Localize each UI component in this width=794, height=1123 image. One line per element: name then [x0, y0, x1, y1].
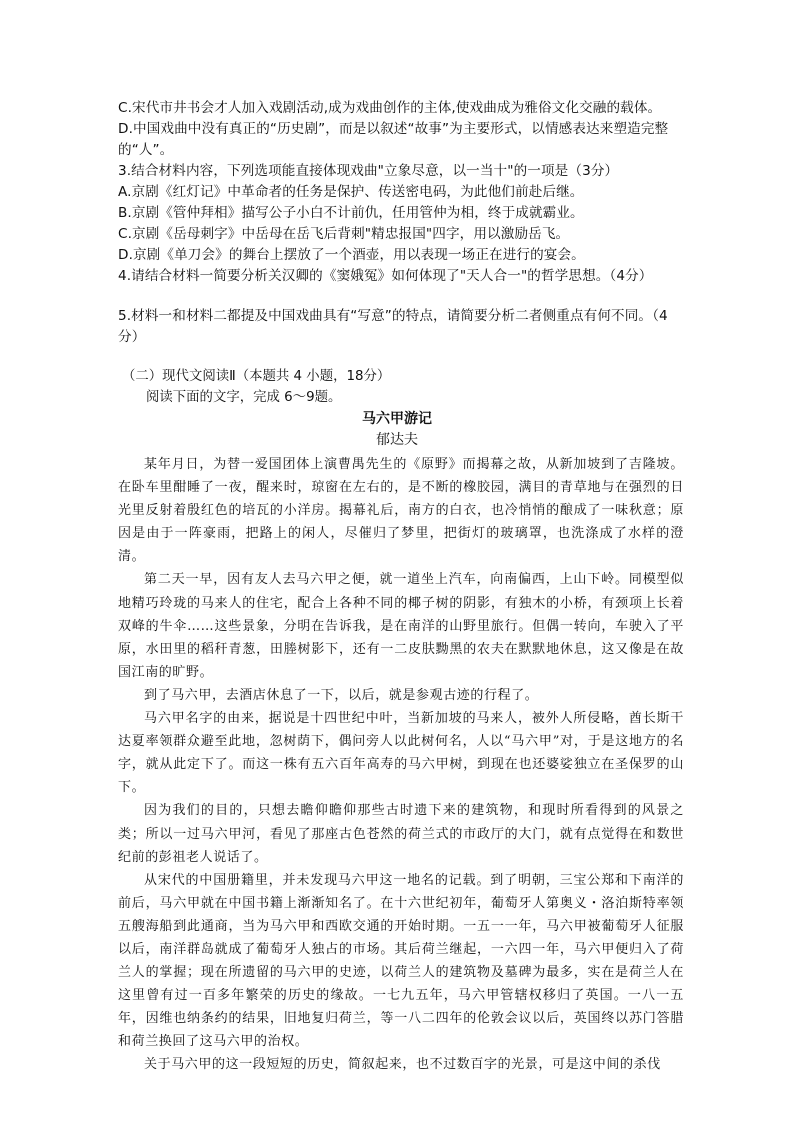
- article-paragraph: 第二天一早，因有友人去马六甲之便，就一道坐上汽车，向南偏西，上山下岭。同模型似地精巧玲珑的马来人的住宅，配合上各种不同的椰子树的阴影，有独木的小桥，有颈项上长着双峰的牛伞……这些景象，分明在告诉我，是在南洋的山野里旅行。但偶一转向，车驶入了平原，水田里的稻秆青葱，田塍树影下，还有一二皮肤黝黑的农夫在默默地休息，这又像是在故国江南的旷野。: [118, 572, 684, 680]
- article-paragraph: 关于马六甲的这一段短短的历史，简叙起来，也不过数百字的光景，可是这中间的杀伐: [144, 1057, 661, 1073]
- q3-option-a: A.京剧《红灯记》中革命者的任务是保护、传送密电码，为此他们前赴后继。: [118, 184, 584, 200]
- article-paragraph: 马六甲名字的由来，据说是十四世纪中叶，当新加坡的马来人，被外人所侵略，酋长斯干达夏率领群众避至此地，忽树荫下，偶问旁人以此树何名，人以“马六甲”对，于是这地方的名字，就从此定下了。而这一株有五六百年高寿的马六甲树，到现在也还婆娑独立在圣保罗的山下。: [118, 711, 684, 796]
- option-c-line: C.宋代市井书会才人加入戏剧活动,成为戏曲创作的主体,使戏曲成为雅俗文化交融的载体。: [118, 100, 662, 116]
- question-5: 5.材料一和材料二都提及中国戏曲具有“写意”的特点，请简要分析二者侧重点有何不同。（4分）: [118, 308, 668, 345]
- article-paragraph: 到了马六甲，去酒店休息了一下，以后，就是参观古迹的行程了。: [144, 687, 539, 703]
- q3-option-c: C.京剧《岳母刺字》中岳母在岳飞后背刺"精忠报国"四字，用以激励岳飞。: [118, 226, 570, 242]
- article-author: 郁达夫: [376, 432, 418, 448]
- q3-option-d: D.京剧《单刀会》的舞台上摆放了一个酒壶，用以表现一场正在进行的宴会。: [118, 247, 585, 263]
- article-paragraph: 因为我们的目的，只想去瞻仰瞻仰那些古时遗下来的建筑物，和现时所看得到的风景之类；所以一过马六甲河，看见了那座古色苍然的荷兰式的市政厅的大门，就有点觉得在和数世纪前的彭祖老人说话了。: [118, 803, 684, 865]
- article-paragraph: 某年月日，为替一爱国团体上演曹禺先生的《原野》而揭幕之故，从新加坡到了吉隆坡。在卧车里酣睡了一夜，醒来时，琼窗在左右的，是不断的橡胶园，满目的青草地与在强烈的日光里反射着殷红色的培瓦的小洋房。揭幕礼后，南方的白衣，也冷悄悄的酿成了一味秋意；原因是由于一阵豪雨，把路上的闲人，尽催归了梦里，把街灯的玻璃罩，也洗涤成了水样的澄清。: [118, 457, 684, 565]
- article-paragraph: 从宋代的中国册籍里，并未发现马六甲这一地名的记载。到了明朝，三宝公郑和下南洋的前后，马六甲就在中国书籍上渐渐知名了。在十六世纪初年，葡萄牙人第奥义・洛泊斯特率领五艘海船到此通商，当为马六甲和西欧交通的开始时期。一五一一年，马六甲被葡萄牙人征服以后，南洋群岛就成了葡萄牙人独占的市场。其后荷兰继起，一六四一年，马六甲便归入了荷兰人的掌握；现在所遗留的马六甲的史迹，以荷兰人的建筑物及墓碑为最多，实在是荷兰人在这里曾有过一百多年繁荣的历史的缘故。一七九五年，马六甲管辖权移归了英国。一八一五年，因维也纳条约的结果，旧地复归荷兰，等一八二四年的伦敦会议以后，英国终以苏门答腊和荷兰换回了这马六甲的治权。: [118, 872, 684, 1050]
- section-heading: （二）现代文阅读Ⅱ（本题共 4 小题，18分）: [122, 369, 391, 384]
- question-block: [118, 98, 684, 287]
- question-4: 4.请结合材料一简要分析关汉卿的《窦娥冤》如何体现了"天人合一"的哲学思想。（4分）: [118, 268, 653, 284]
- q3-option-b: B.京剧《管仲拜相》描写公子小白不计前仇，任用管仲为相，终于成就霸业。: [118, 205, 584, 221]
- article-body: [118, 453, 684, 1077]
- reading-instruction: 阅读下面的文字，完成 6～9题。: [146, 390, 342, 405]
- option-d-line: D.中国戏曲中没有真正的“历史剧”，而是以叙述“故事”为主要形式，以情感表达来塑造完整的“人”。: [118, 121, 669, 158]
- article-title: 马六甲游记: [362, 411, 432, 427]
- question-5-block: [118, 306, 684, 348]
- question-3: 3.结合材料内容，下列选项能直接体现戏曲"立象尽意，以一当十"的一项是（3分）: [118, 163, 619, 179]
